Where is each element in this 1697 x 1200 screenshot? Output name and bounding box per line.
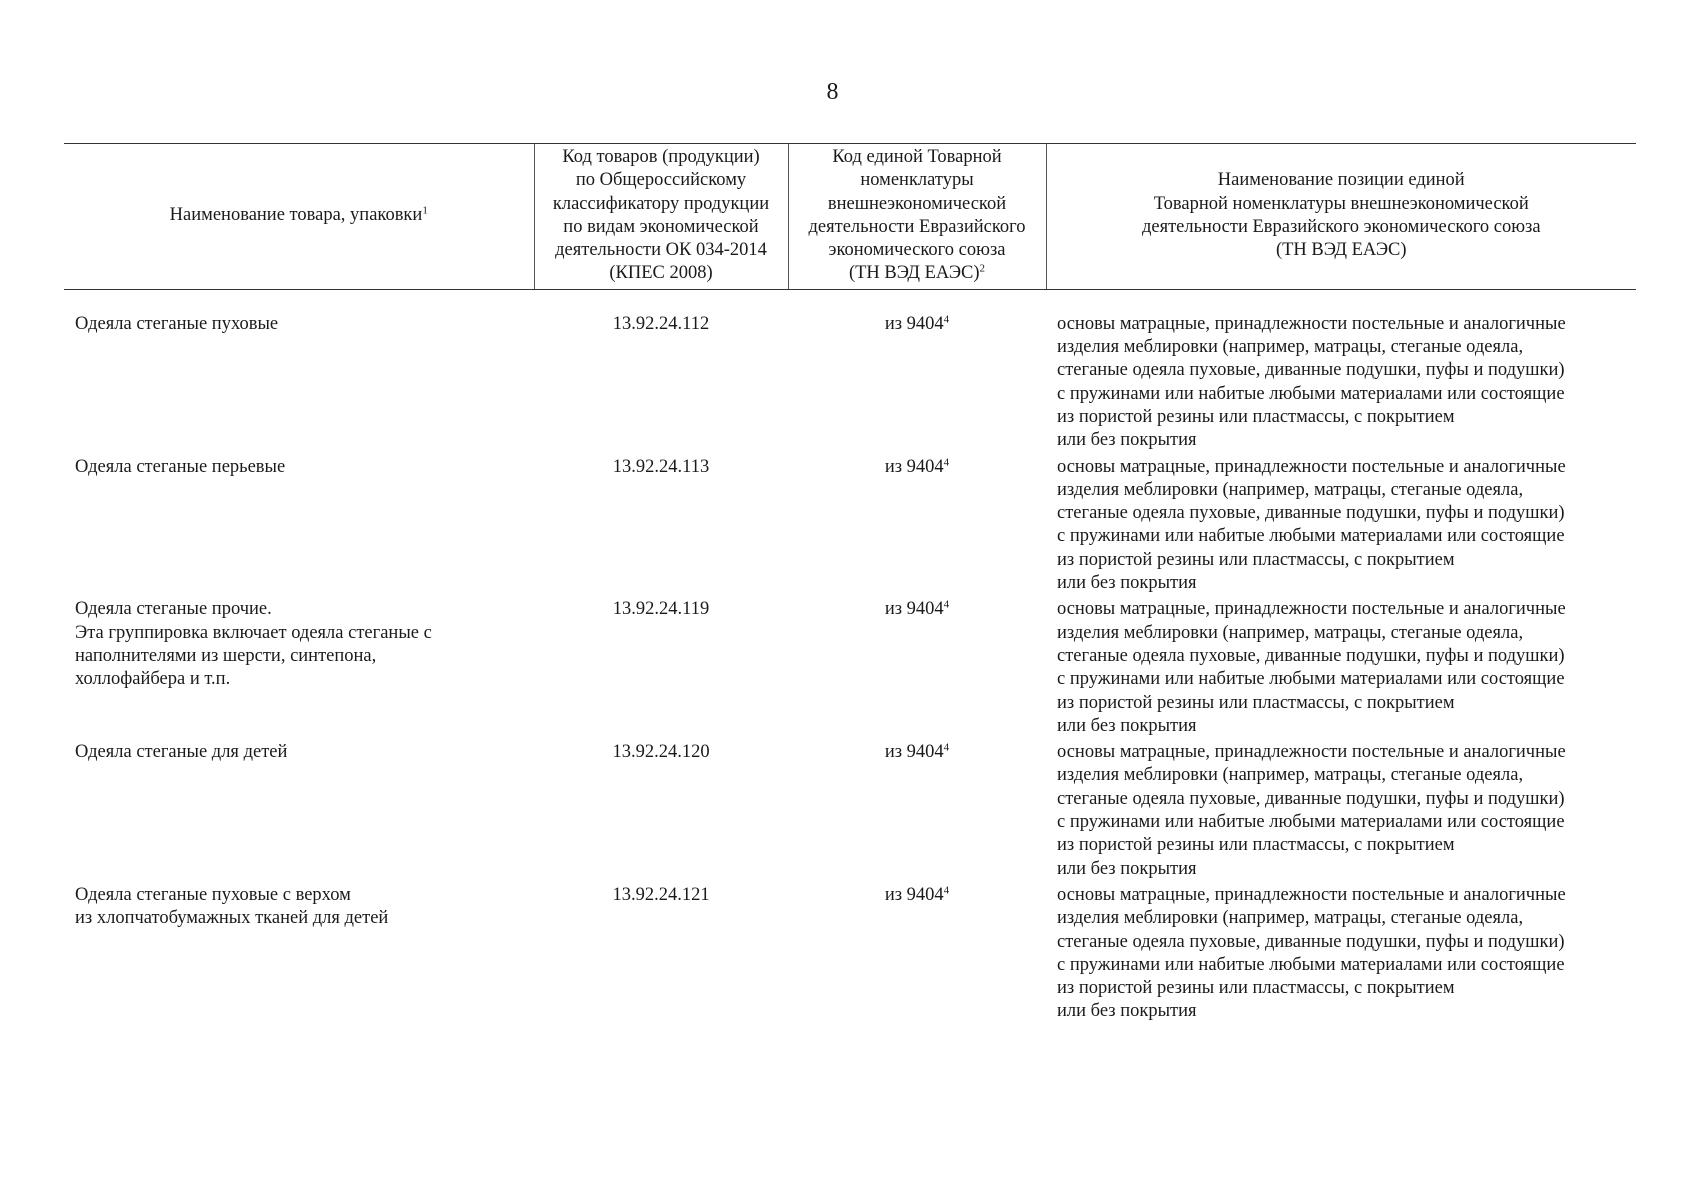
cell-tnved-position — [1046, 289, 1636, 455]
cell-okpd-code: 13.92.24.113 — [612, 456, 710, 477]
header-tnved-position-line: деятельности Евразийского экономического союза — [1141, 216, 1541, 237]
header-tnved-lines-line: (ТН ВЭД ЕАЭС)$^2$ — [848, 262, 986, 284]
position-description-line: основы матрацные, принадлежности постельные и аналогичные — [1057, 599, 1566, 620]
position-description-line: основы матрацные, принадлежности постельные и аналогичные — [1057, 742, 1566, 763]
cell-tnved-position — [1046, 456, 1636, 599]
tnved-code-value: из 9404 — [884, 742, 944, 763]
product-name-line: Эта группировка включает одеяла стеганые с — [75, 622, 432, 643]
header-product-name — [64, 144, 534, 290]
position-description-line: основы матрацные, принадлежности постельные и аналогичные — [1057, 456, 1566, 477]
header-tnved-lines — [793, 146, 1042, 286]
product-name-line: из хлопчатобумажных тканей для детей — [75, 908, 389, 929]
cell-product-name — [64, 456, 534, 599]
cell-okpd-code: 13.92.24.112 — [612, 313, 710, 334]
cell-product-name — [64, 598, 534, 741]
cell-tnved-code — [788, 289, 1046, 455]
product-name-line: Одеяла стеганые пуховые — [75, 313, 279, 334]
table-row — [64, 741, 1636, 884]
header-okpd-code-line: по видам экономической — [563, 216, 759, 237]
cell-tnved-position — [1046, 598, 1636, 741]
page-number: 8 — [826, 79, 839, 105]
position-description-line: изделия меблировки (например, матрацы, стеганые одеяла, — [1057, 908, 1524, 929]
header-tnved-position — [1046, 144, 1636, 290]
position-description-line: или без покрытия — [1057, 1001, 1197, 1022]
position-description-line: изделия меблировки (например, матрацы, стеганые одеяла, — [1057, 622, 1524, 643]
header-tnved-lines-line: номенклатуры — [860, 170, 974, 191]
tnved-code-footnote: 4 — [943, 884, 950, 897]
table-header-row — [64, 144, 1636, 290]
position-description-line: или без покрытия — [1057, 715, 1197, 736]
product-name-line: наполнителями из шерсти, синтепона, — [75, 645, 377, 666]
position-description-line: или без покрытия — [1057, 430, 1197, 451]
tnved-code-footnote: 4 — [943, 455, 950, 468]
header-tnved-lines-line: экономического союза — [828, 240, 1006, 261]
position-description-line: стеганые одеяла пуховые, диванные подушки, пуфы и подушки) — [1057, 788, 1565, 809]
header-okpd-code-line: классификатору продукции — [552, 193, 770, 214]
position-description-line: из пористой резины или пластмассы, с покрытием — [1057, 406, 1455, 427]
product-name-line: Одеяла стеганые пуховые с верхом — [75, 884, 351, 905]
cell-tnved-position — [1046, 884, 1636, 1027]
position-description-line: стеганые одеяла пуховые, диванные подушки, пуфы и подушки) — [1057, 645, 1565, 666]
position-description-line: с пружинами или набитые любыми материалами или состоящие — [1057, 383, 1565, 404]
tnved-code-value: из 9404 — [884, 313, 944, 334]
position-description-line: основы матрацные, принадлежности постельные и аналогичные — [1057, 313, 1566, 334]
tnved-code-footnote: 4 — [943, 313, 950, 326]
cell-tnved-code — [788, 456, 1046, 599]
tnved-code-footnote: 4 — [943, 741, 950, 754]
table-row — [64, 598, 1636, 741]
cell-tnved-code — [788, 884, 1046, 1027]
product-name-line: Одеяла стеганые для детей — [75, 742, 288, 763]
table-row — [64, 456, 1636, 599]
tnved-code-value: из 9404 — [884, 884, 944, 905]
position-description-line: с пружинами или набитые любыми материалами или состоящие — [1057, 812, 1565, 833]
cell-tnved-code — [788, 741, 1046, 884]
cell-okpd-code: 13.92.24.119 — [612, 599, 710, 620]
header-tnved-position-line: Наименование позиции единой — [1217, 170, 1465, 191]
position-description-line: стеганые одеяла пуховые, диванные подушки, пуфы и подушки) — [1057, 360, 1565, 381]
cell-tnved-code — [788, 598, 1046, 741]
table-body — [64, 289, 1636, 1026]
cell-okpd-code: 13.92.24.121 — [612, 884, 710, 905]
header-okpd-code — [534, 144, 788, 290]
cell-okpd-code: 13.92.24.120 — [612, 742, 710, 763]
header-okpd-code-line: по Общероссийскому — [575, 170, 747, 191]
tnved-code-value: из 9404 — [884, 599, 944, 620]
table-row — [64, 884, 1636, 1027]
position-description-line: стеганые одеяла пуховые, диванные подушки, пуфы и подушки) — [1057, 503, 1565, 524]
header-okpd-code-line: (КПЕС 2008) — [609, 263, 713, 284]
position-description-line: изделия меблировки (например, матрацы, стеганые одеяла, — [1057, 337, 1524, 358]
header-tnved-lines-footnote: 2 — [979, 262, 986, 275]
position-description-line: стеганые одеяла пуховые, диванные подушки, пуфы и подушки) — [1057, 931, 1565, 952]
header-okpd-code-line: деятельности ОК 034-2014 — [555, 240, 767, 261]
position-description-line: или без покрытия — [1057, 573, 1197, 594]
header-tnved-code — [788, 144, 1046, 290]
position-description-line: с пружинами или набитые любыми материалами или состоящие — [1057, 526, 1565, 547]
header-okpd-code-line: Код товаров (продукции) — [562, 147, 760, 167]
cell-product-name — [64, 289, 534, 455]
header-tnved-lines-line: деятельности Евразийского — [808, 216, 1026, 237]
header-tnved-lines-line: Код единой Товарной — [832, 147, 1002, 167]
header-product-name-footnote: 1 — [422, 204, 428, 217]
position-description-line: из пористой резины или пластмассы, с покрытием — [1057, 549, 1455, 570]
position-description-line: с пружинами или набитые любыми материалами или состоящие — [1057, 669, 1565, 690]
position-description-line: или без покрытия — [1057, 858, 1197, 879]
tnved-code-value: из 9404 — [884, 456, 944, 477]
goods-table — [64, 143, 1636, 1027]
position-description-line: изделия меблировки (например, матрацы, стеганые одеяла, — [1057, 765, 1524, 786]
header-tnved-position-line: Товарной номенклатуры внешнеэкономической — [1153, 193, 1529, 214]
product-name-line: Одеяла стеганые прочие. — [75, 599, 272, 620]
product-name-line: Одеяла стеганые перьевые — [75, 456, 286, 477]
position-description-line: из пористой резины или пластмассы, с покрытием — [1057, 978, 1455, 999]
position-description-line: с пружинами или набитые любыми материалами или состоящие — [1057, 954, 1565, 975]
position-description-line: изделия меблировки (например, матрацы, стеганые одеяла, — [1057, 479, 1524, 500]
position-description-line: из пористой резины или пластмассы, с покрытием — [1057, 692, 1455, 713]
header-product-name-label: Наименование товара, упаковки — [169, 205, 423, 226]
table-row — [64, 289, 1636, 455]
position-description-line: основы матрацные, принадлежности постельные и аналогичные — [1057, 884, 1566, 905]
header-tnved-lines-line: внешнеэкономической — [827, 193, 1007, 214]
product-name-line: холлофайбера и т.п. — [75, 669, 231, 690]
cell-product-name — [64, 884, 534, 1027]
tnved-code-footnote: 4 — [943, 598, 950, 611]
cell-product-name — [64, 741, 534, 884]
header-tnved-position-line: (ТН ВЭД ЕАЭС) — [1275, 240, 1407, 261]
cell-tnved-position — [1046, 741, 1636, 884]
position-description-line: из пористой резины или пластмассы, с покрытием — [1057, 835, 1455, 856]
